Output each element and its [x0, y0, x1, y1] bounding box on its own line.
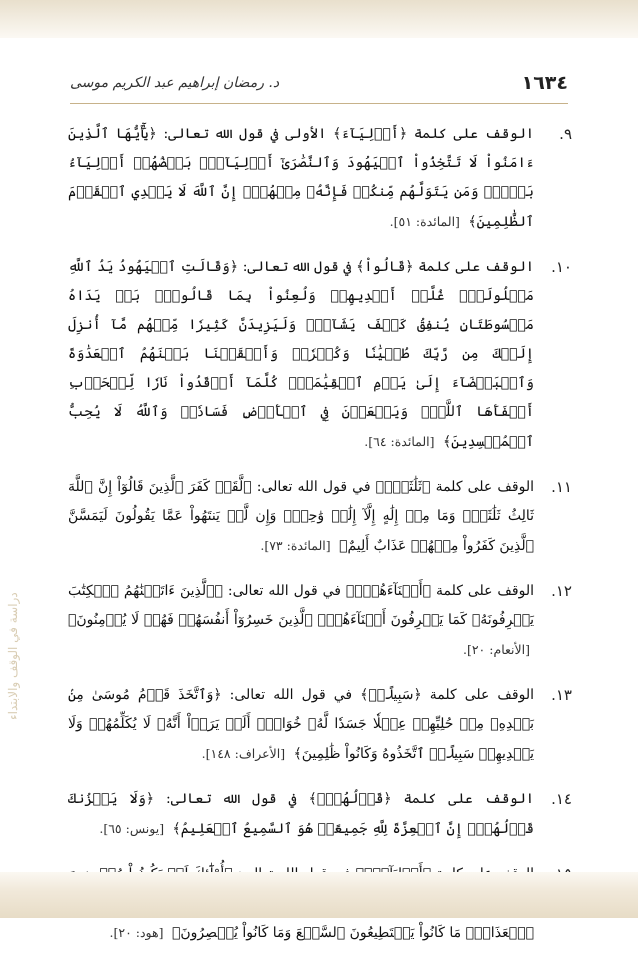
top-decorative-band [0, 0, 638, 38]
list-item [68, 681, 572, 769]
verse-reference: [الأنعام: ٢٠]. [462, 642, 530, 657]
verse-reference: [المائدة: ٥١]. [389, 214, 460, 229]
list-item [68, 785, 572, 844]
entry-text: الوقف على كلمة ﴿قَالُواْ﴾ في قول الله تعالى: ﴿وَقَالَتِ ٱلۡيَهُودُ يَدُ ٱللَّهِ مَغۡلُولَةٌۚ غُلَّتۡ أَيۡدِيهِمۡ وَلُعِنُواْ بِمَا قَالُواْۘ بَلۡ يَدَاهُ مَبۡسُوطَتَانِ يُنفِقُ كَيۡفَ يَشَآءُۚ وَلَيَزِيدَنَّ كَثِيرٗا مِّنۡهُم مَّآ أُنزِلَ إِلَيۡكَ مِن رَّبِّكَ طُغۡيَٰنٗا وَكُفۡرٗاۚ وَأَلۡقَيۡنَا بَيۡنَهُمُ ٱلۡعَدَٰوَةَ وَٱلۡبَغۡضَآءَ إِلَىٰ يَوۡمِ ٱلۡقِيَٰمَةِۚ كُلَّمَآ أَوۡقَدُواْ نَارٗا لِّلۡحَرۡبِ أَطۡفَأَهَا ٱللَّهُۚ وَيَسۡعَوۡنَ فِي ٱلۡأَرۡضِ فَسَادٗاۚ وَٱللَّهُ لَا يُحِبُّ ٱلۡمُفۡسِدِينَ﴾ [68, 259, 534, 450]
entry-text: الوقف على كلمة ﴿قَوۡلُهُمۡۘ﴾ في قول الله تعالى: ﴿وَلَا يَحۡزُنكَ قَوۡلُهُمۡۘ إِنَّ ٱلۡعِزَّةَ لِلَّهِ جَمِيعًاۚ هُوَ ٱلسَّمِيعُ ٱلۡعَلِيمُ﴾ [68, 791, 534, 837]
list-item [68, 577, 572, 665]
entry-text: الوقف على كلمة ﴿أَوۡلِيَآءَ﴾ الأولى في قول الله تعالى: ﴿يَٰٓأَيُّهَا ٱلَّذِينَ ءَامَنُواْ لَا تَتَّخِذُواْ ٱلۡيَهُودَ وَٱلنَّصَٰرَىٰٓ أَوۡلِيَآءَۘ بَعۡضُهُمۡ أَوۡلِيَآءُ بَعۡضٖۚ وَمَن يَتَوَلَّهُم مِّنكُمۡ فَإِنَّهُۥ مِنۡهُمۡۗ إِنَّ ٱللَّهَ لَا يَهۡدِي ٱلۡقَوۡمَ ٱلظَّٰلِمِينَ﴾ [68, 126, 534, 230]
entry-text: الوقف على كلمة ﴿ثَلَٰثَةٖۘ﴾ في قول الله تعالى: ﴿لَّقَدۡ كَفَرَ ٱلَّذِينَ قَالُوٓاْ إِنَّ ٱللَّهَ ثَالِثُ ثَلَٰثَةٖۘ وَمَا مِنۡ إِلَٰهٍ إِلَّآ إِلَٰهٞ وَٰحِدٞۚ وَإِن لَّمۡ يَنتَهُواْ عَمَّا يَقُولُونَ لَيَمَسَّنَّ ٱلَّذِينَ كَفَرُواْ مِنۡهُمۡ عَذَابٌ أَلِيمٌ﴾ [68, 479, 534, 554]
bottom-decorative-band [0, 872, 638, 918]
page-header [70, 68, 568, 98]
entry-text: الوقف على كلمة ﴿سَبِيلًاۘ﴾ في قول الله تعالى: ﴿وَٱتَّخَذَ قَوۡمُ مُوسَىٰ مِنۢ بَعۡدِهِۦ مِنۡ حُلِيِّهِمۡ عِجۡلٗا جَسَدٗا لَّهُۥ خُوَارٌۚ أَلَمۡ يَرَوۡاْ أَنَّهُۥ لَا يُكَلِّمُهُمۡ وَلَا يَهۡدِيهِمۡ سَبِيلًاۘ ٱتَّخَذُوهُ وَكَانُواْ ظَٰلِمِينَ﴾ [68, 687, 534, 762]
entry-text: ٱلۡعَذَابُۚ مَا كَانُواْ يَسۡتَطِيعُونَ ٱلسَّمۡعَ وَمَا كَانُواْ يُبۡصِرُونَ﴾ [171, 925, 534, 941]
entry-number: ٩. [559, 125, 572, 143]
list-item [68, 473, 572, 561]
verse-reference: [يونس: ٦٥]. [99, 821, 165, 836]
entry-number: ١١. [551, 478, 572, 496]
entry-number: ١٣. [551, 686, 572, 704]
verse-reference: [المائدة: ٧٣]. [260, 538, 331, 553]
verse-reference: [هود: ٢٠]. [109, 925, 164, 940]
entry-number: ١٤. [551, 790, 572, 808]
list-item [68, 120, 572, 237]
entry-number: ١٠. [551, 258, 572, 276]
side-watermark-text: دراسة في الوقف والابتداء [6, 592, 20, 720]
page-content [68, 120, 572, 964]
entry-number: ١٢. [551, 582, 572, 600]
header-divider [70, 103, 568, 104]
verse-reference: [المائدة: ٦٤]. [364, 434, 435, 449]
verse-reference: [الأعراف: ١٤٨]. [201, 746, 286, 761]
list-item [68, 253, 572, 457]
page-number: ١٦٣٤ [521, 72, 568, 94]
author-name: د. رمضان إبراهيم عبد الكريم موسى [70, 75, 280, 91]
entry-text: الوقف على كلمة ﴿أَبۡنَآءَهُمُۘ﴾ في قول الله تعالى: ﴿ٱلَّذِينَ ءَاتَيۡنَٰهُمُ ٱلۡكِتَٰبَ يَعۡرِفُونَهُۥ كَمَا يَعۡرِفُونَ أَبۡنَآءَهُمُۘ ٱلَّذِينَ خَسِرُوٓاْ أَنفُسَهُمۡ فَهُمۡ لَا يُؤۡمِنُونَ﴾ [68, 583, 534, 628]
